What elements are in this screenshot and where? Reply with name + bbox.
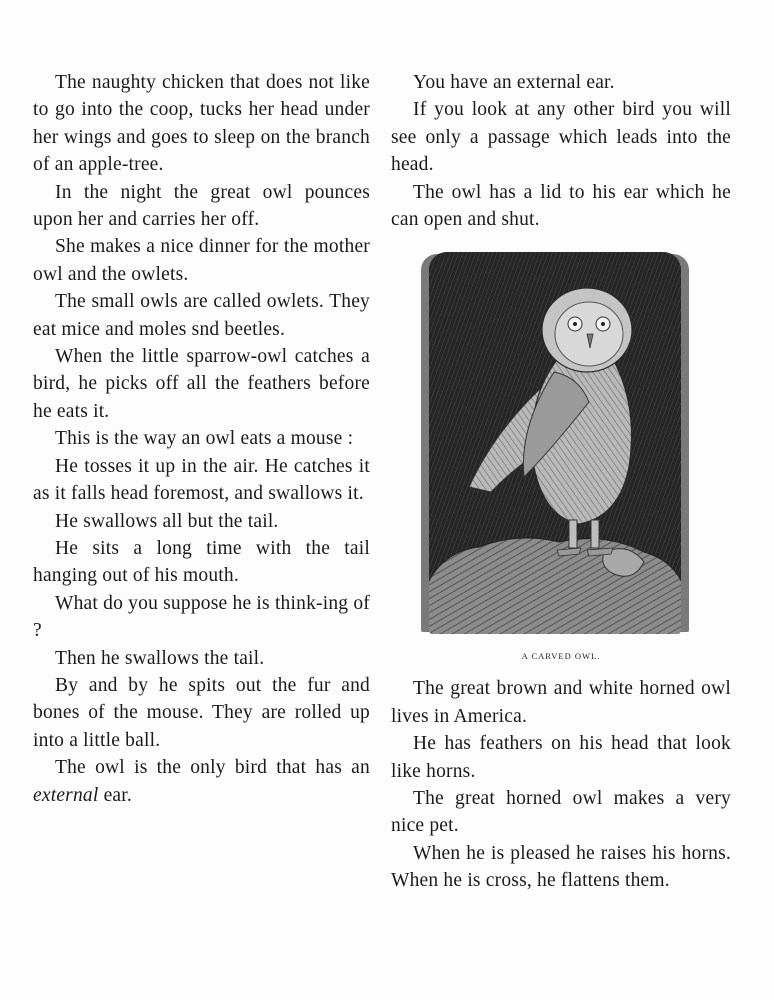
paragraph: The owl has a lid to his ear which he can open and shut. [391, 181, 731, 231]
paragraph: She makes a nice dinner for the mother owl and the owlets. [33, 236, 370, 285]
emphasized-word: external [33, 784, 99, 806]
paragraph [33, 754, 370, 809]
paragraph: When the little sparrow-owl catches a bird, he picks off all the feathers before he eats it. [33, 346, 370, 422]
paragraph: The great brown and white horned owl lives in America. [391, 678, 731, 727]
right-column [391, 69, 731, 895]
paragraph: He swallows all but the tail. [55, 510, 279, 532]
paragraph: The naughty chicken that does not like to go into the coop, tucks her head under her wings and goes to sleep on the branch of an apple-tree. [33, 72, 370, 176]
paragraph: This is the way an owl eats a mouse : [55, 428, 354, 450]
figure-caption: A CARVED OWL. [521, 651, 601, 662]
paragraph-text: ear. [103, 784, 132, 806]
owl-illustration [429, 252, 681, 634]
owl-figure [391, 245, 731, 675]
paragraph: The small owls are called owlets. They eat mice and moles snd beetles. [33, 291, 370, 340]
paragraph: If you look at any other bird you will see only a passage which leads into the head. [391, 99, 731, 176]
paragraph-text: The owl is the only bird that has an [55, 757, 370, 779]
paragraph: In the night the great owl pounces upon her and carries her off. [33, 181, 370, 231]
paragraph: He has feathers on his head that look like horns. [391, 733, 731, 782]
paragraph: Then he swallows the tail. [55, 647, 265, 669]
paragraph: What do you suppose he is think-ing of ? [33, 592, 370, 642]
paragraph: You have an external ear. [413, 72, 615, 93]
carved-owl-engraving [429, 252, 681, 634]
paragraph: He sits a long time with the tail hanging out of his mouth. [33, 537, 370, 587]
paragraph: The great horned owl makes a very nice pet. [391, 788, 731, 837]
paragraph: When he is pleased he raises his horns. When he is cross, he flattens them. [391, 842, 731, 892]
paragraph: By and by he spits out the fur and bones of the mouse. They are rolled up into a little ball. [33, 674, 370, 751]
left-column [33, 69, 370, 809]
paragraph: He tosses it up in the air. He catches it as it falls head foremost, and swallows it. [33, 455, 370, 505]
